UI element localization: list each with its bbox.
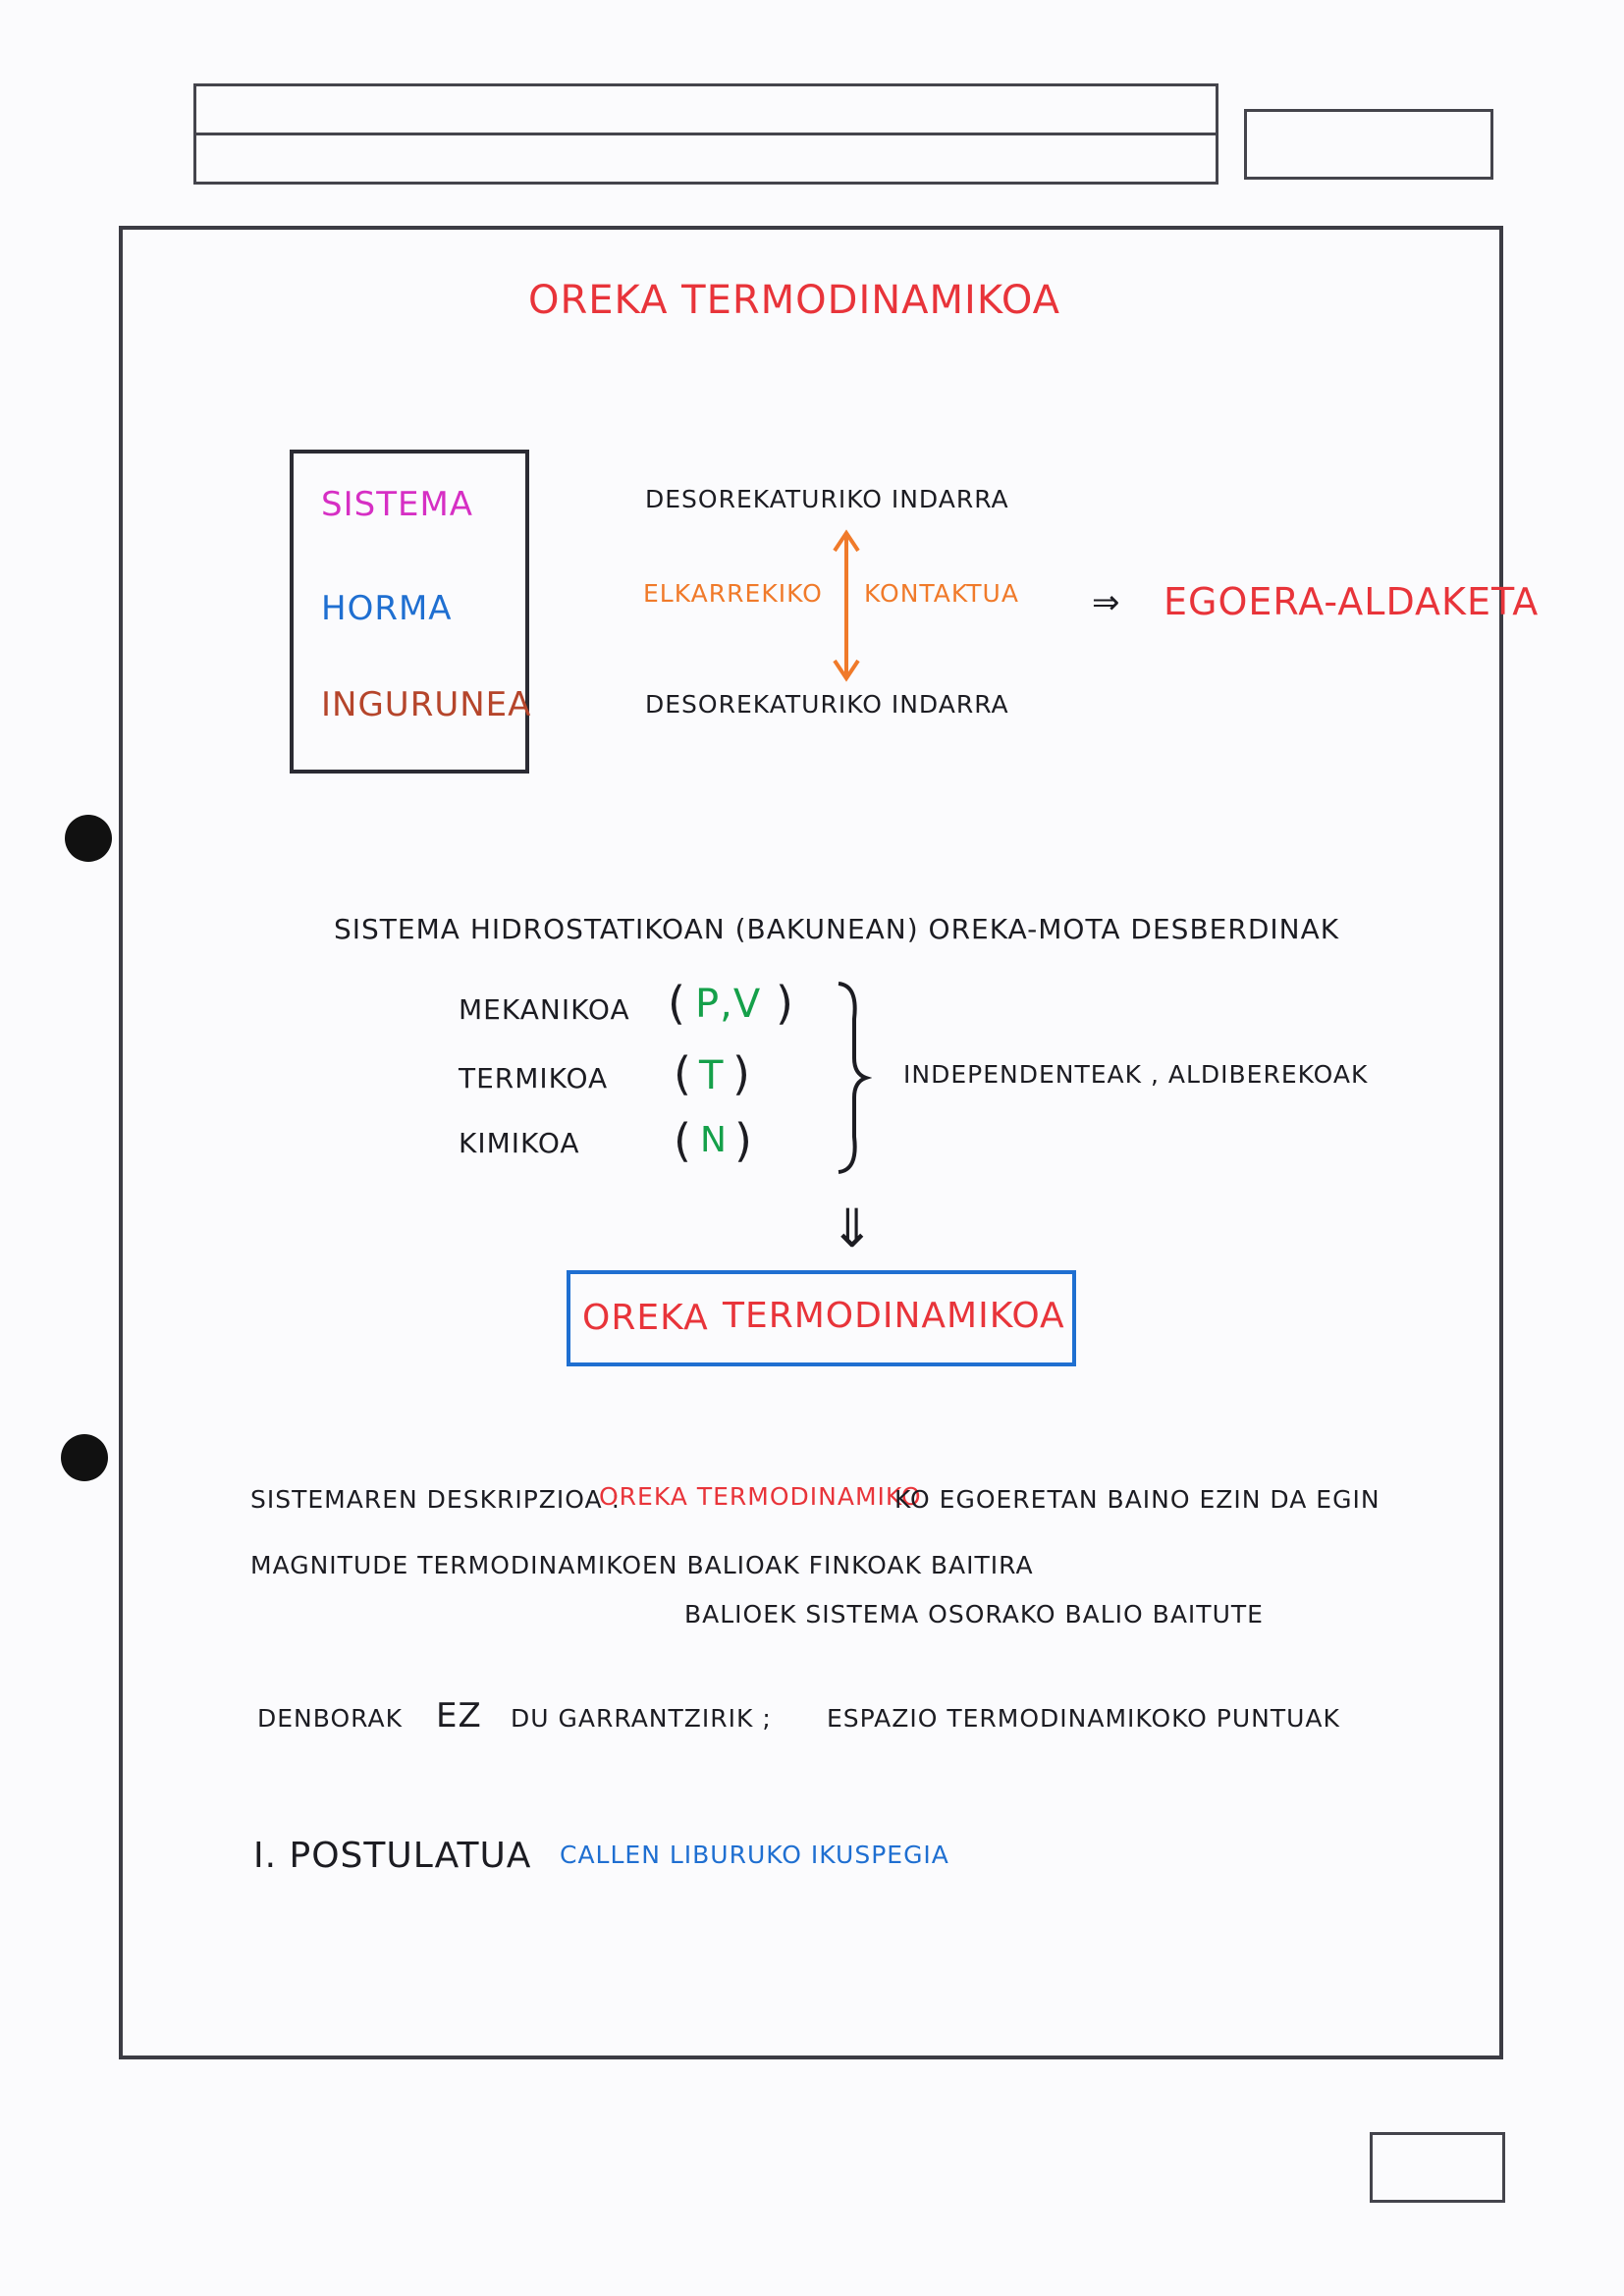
implies-arrow-icon: ⇒ [1092,583,1121,622]
equilibrium-open-paren: ( [674,1047,692,1100]
page-title: OREKA TERMODINAMIKOA [528,278,1061,323]
description-line2: MAGNITUDE TERMODINAMIKOEN BALIOAK FINKOAK BAITIRA [250,1551,1034,1579]
equilibrium-name: KIMIKOA [459,1127,580,1159]
equilibrium-vars: T [699,1053,725,1098]
binder-hole-top [65,815,112,862]
legend-sistema: SISTEMA [321,485,474,524]
postulate-note: CALLEN LIBURUKO IKUSPEGIA [560,1841,949,1869]
down-arrow-icon: ⇓ [830,1198,876,1259]
header-field-right [1244,109,1493,180]
binder-hole-bottom [61,1434,108,1481]
page-number-box [1370,2132,1505,2203]
section-heading: SISTEMA HIDROSTATIKOAN (BAKUNEAN) OREKA-MOTA DESBERDINAK [334,913,1340,945]
equilibrium-close-paren: ) [734,1114,753,1167]
contact-right-label: KONTAKTUA [864,579,1019,608]
equilibrium-vars: P,V [695,982,762,1027]
result-label: EGOERA-ALDAKETA [1164,580,1540,623]
force-bottom: DESOREKATURIKO INDARRA [645,690,1009,719]
equilibrium-close-paren: ) [776,977,794,1030]
result-box [567,1270,1076,1366]
force-top: DESOREKATURIKO INDARRA [645,485,1009,513]
time-line-b: DU GARRANTZIRIK ; [511,1704,772,1733]
postulate-label: I. POSTULATUA [253,1836,532,1876]
legend-ingurunea: INGURUNEA [321,685,532,724]
header-field-top [193,83,1218,135]
result-box-word1: OREKA [582,1298,709,1338]
equilibrium-open-paren: ( [668,977,686,1030]
result-box-word2: TERMODINAMIKOA [723,1296,1065,1336]
equilibrium-name: MEKANIKOA [459,993,630,1026]
time-line-ez: EZ [436,1696,482,1735]
brace-note: INDEPENDENTEAK , ALDIBEREKOAK [903,1060,1369,1089]
equilibrium-close-paren: ) [732,1047,751,1100]
legend-horma: HORMA [321,589,453,628]
legend-box [290,450,532,774]
description-line3: BALIOEK SISTEMA OSORAKO BALIO BAITUTE [684,1600,1264,1629]
right-brace-icon [833,980,872,1176]
description-prefix: SISTEMAREN DESKRIPZIOA : [250,1485,622,1514]
time-line-a: DENBORAK [257,1704,403,1733]
contact-left-label: ELKARREKIKO [643,579,823,608]
equilibrium-vars: N [700,1120,728,1160]
equilibrium-name: TERMIKOA [459,1062,609,1095]
equilibrium-open-paren: ( [674,1114,692,1167]
header-field-bottom [193,134,1218,185]
time-line-c: ESPAZIO TERMODINAMIKOKO PUNTUAK [827,1704,1340,1733]
description-suffix: KO EGOERETAN BAINO EZIN DA EGIN [894,1485,1380,1514]
description-highlight: OREKA TERMODINAMIKO [599,1482,922,1511]
double-arrow-icon [825,527,868,684]
